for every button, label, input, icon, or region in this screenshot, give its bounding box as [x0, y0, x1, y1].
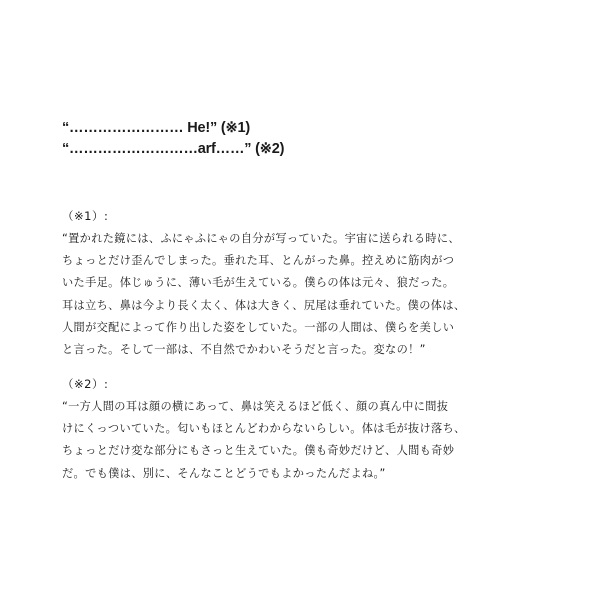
footnote-2-line: けにくっついていた。匂いもほとんどわからないらしい。体は毛が抜け落ち、	[62, 422, 466, 436]
footnote-2	[62, 376, 542, 485]
footnote-2-line: だ。でも僕は、別に、そんなことどうでもよかったんだよね。”	[62, 466, 386, 480]
footnote-2-label: （※2）:	[62, 377, 109, 391]
footnote-2-line: “一方人間の耳は顔の横にあって、鼻は笑えるほど低く、顔の真ん中に間抜	[62, 400, 449, 413]
footnote-1-line: ちょっとだけ歪んでしまった。垂れた耳、とんがった鼻。控えめに筋肉がつ	[62, 254, 455, 268]
footnote-1-line: と言った。そして一部は、不自然でかわいそうだと言った。変なの！”	[62, 343, 426, 357]
footnote-1-line: 耳は立ち、鼻は今より長く太く、体は大きく、尻尾は垂れていた。僕の体は、	[62, 298, 466, 312]
footnote-2-line: ちょっとだけ変な部分にもさっと生えていた。僕も奇妙だけど、人間も奇妙	[62, 444, 455, 458]
footnote-1-line: 人間が交配によって作り出した姿をしていた。一部の人間は、僕らを美しい	[62, 320, 455, 334]
quote-line-2: “………………………arf……” (※2)	[62, 141, 285, 157]
footnote-1-label: （※1）:	[62, 209, 109, 223]
footnote-1-line: “置かれた鏡には、ふにゃふにゃの自分が写っていた。宇宙に送られる時に、	[62, 232, 460, 245]
quote-line-1: “…………………… He!” (※1)	[62, 120, 250, 136]
dialogue-quotes	[62, 118, 542, 160]
footnote-1	[62, 208, 542, 361]
footnote-1-line: いた手足。体じゅうに、薄い毛が生えている。僕らの体は元々、狼だった。	[62, 276, 455, 290]
